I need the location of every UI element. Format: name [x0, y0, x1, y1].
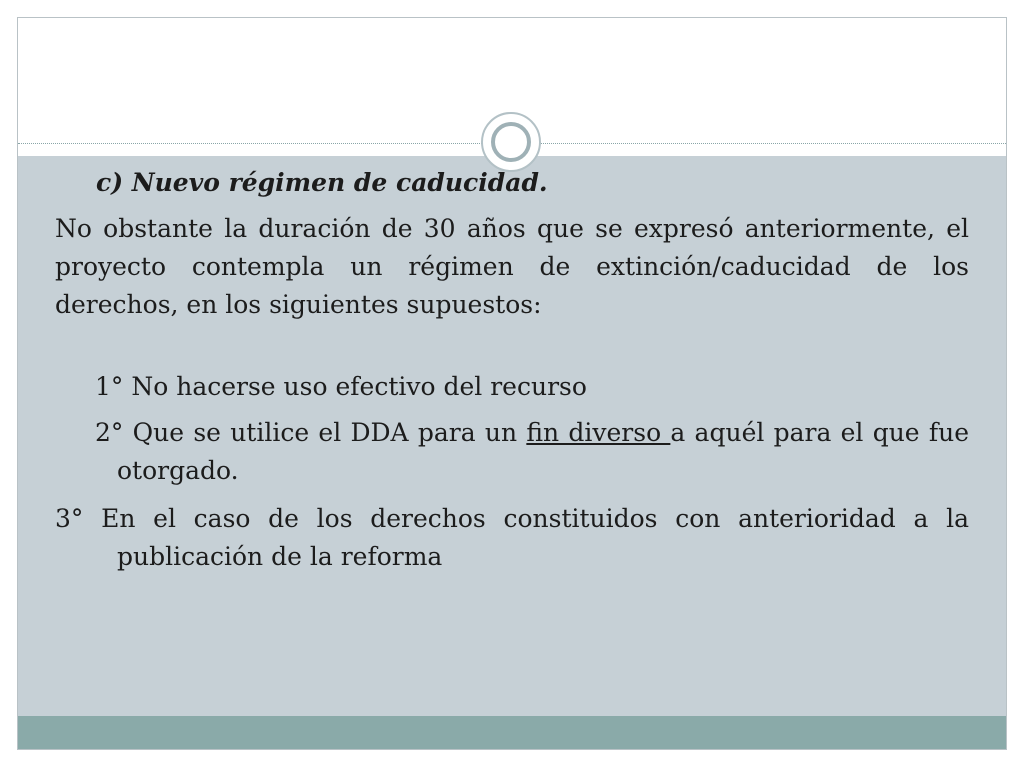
- footer-band: [18, 716, 1006, 749]
- ring-inner: [491, 122, 531, 162]
- list-item-2-prefix: 2° Que se utilice el DDA para un: [95, 418, 527, 447]
- underlined-phrase: fin diverso: [526, 418, 671, 447]
- ring-ornament-icon: [481, 112, 541, 172]
- section-heading: c) Nuevo régimen de caducidad.: [96, 168, 548, 197]
- list-item-3: 3° En el caso de los derechos constituidos con anterioridad a la publicación de la reforma: [55, 504, 969, 571]
- intro-paragraph: No obstante la duración de 30 años que se expresó anteriormente, el proyecto contempla un régimen de extinción/caducidad de los derechos, en los siguientes supuestos:: [55, 214, 969, 319]
- list-item-2: [95, 414, 969, 490]
- list-item-2-suffix: a aquél para el que fue otorgado.: [117, 418, 969, 485]
- list-item-1: 1° No hacerse uso efectivo del recurso: [95, 372, 587, 401]
